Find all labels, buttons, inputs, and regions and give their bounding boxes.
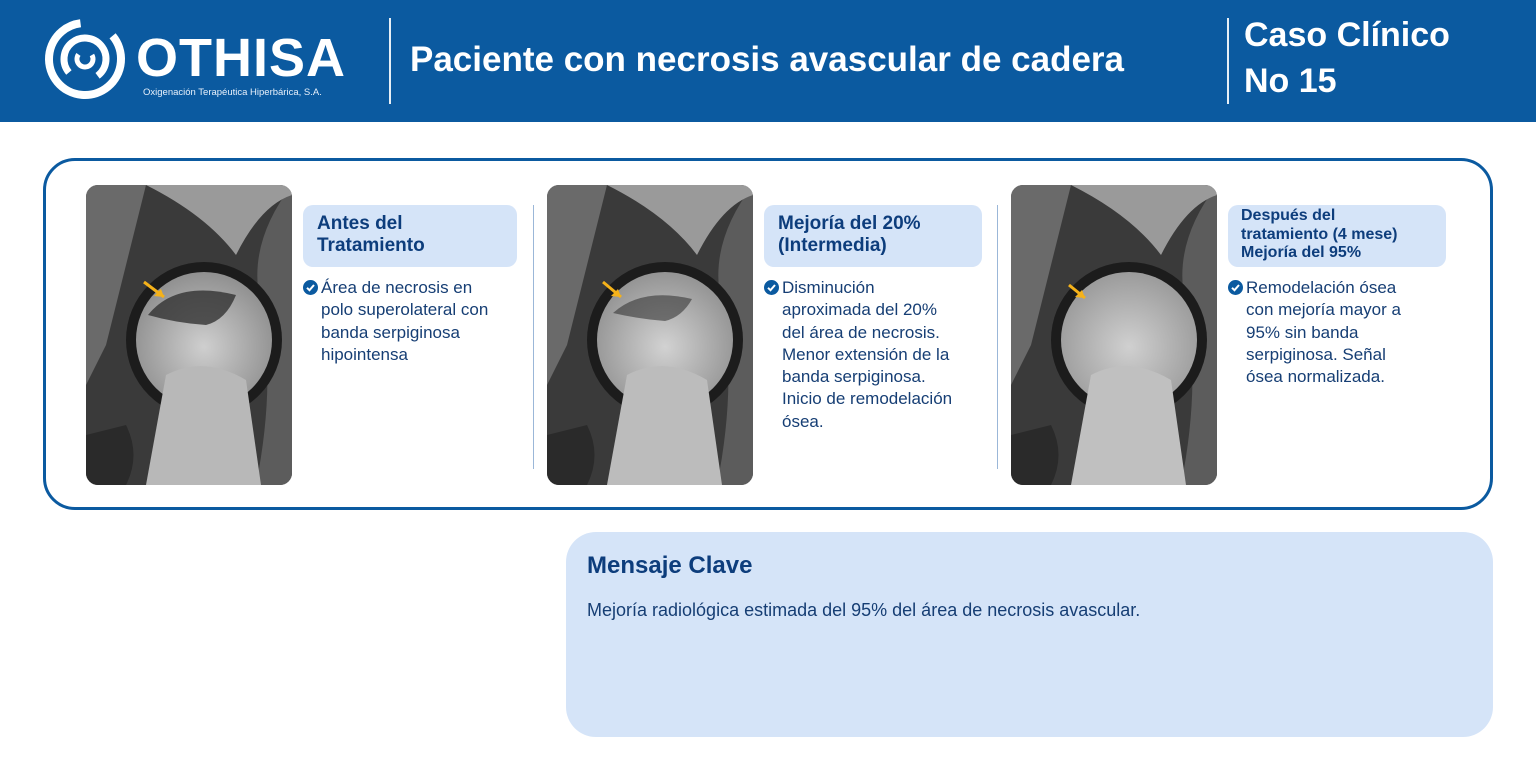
description-line: Disminución — [782, 278, 875, 297]
description-line: hipointensa — [321, 344, 408, 364]
stage-description — [764, 277, 989, 433]
description-line: Inicio de remodelación — [782, 389, 953, 409]
stage-divider — [533, 205, 534, 469]
stage-tag-line: Después del — [1241, 207, 1336, 224]
stage-description — [1228, 277, 1453, 388]
check-circle-icon — [303, 280, 318, 295]
case-label-line: Caso Clínico — [1244, 16, 1450, 54]
stage-tag-line: (Intermedia) — [778, 235, 887, 256]
description-line: con mejoría mayor a — [1246, 300, 1401, 320]
stage-tag — [764, 205, 982, 267]
case-label — [1244, 12, 1450, 104]
check-circle-icon — [1228, 280, 1243, 295]
description-line: Área de necrosis en — [321, 278, 473, 297]
description-line: banda serpiginosa — [321, 322, 460, 342]
stage-intermediate — [547, 185, 987, 485]
description-line: del área de necrosis. — [782, 322, 940, 342]
description-line: ósea normalizada. — [1246, 367, 1385, 387]
stage-tag — [1228, 205, 1446, 267]
stage-before — [86, 185, 526, 485]
description-line: serpiginosa. Señal — [1246, 344, 1386, 364]
mri-hip-after-image — [1011, 185, 1217, 485]
description-line: Remodelación ósea — [1246, 278, 1397, 297]
stage-description — [303, 277, 528, 366]
page-title: Paciente con necrosis avascular de cadera — [410, 40, 1124, 79]
key-message-title: Mensaje Clave — [587, 552, 753, 579]
description-line: polo superolateral con — [321, 300, 489, 320]
header-bar — [0, 0, 1536, 122]
othisa-logo-icon — [44, 18, 126, 100]
stage-tag-line: Mejoría del 95% — [1241, 244, 1362, 261]
brand-subtitle: Oxigenación Terapéutica Hiperbárica, S.A. — [143, 87, 322, 98]
header-divider — [389, 18, 391, 104]
comparison-panel — [43, 158, 1493, 510]
stage-tag-line: Mejoría del 20% — [778, 213, 921, 234]
header-divider — [1227, 18, 1229, 104]
case-number: No 15 — [1244, 62, 1337, 100]
stage-tag-line: Tratamiento — [317, 235, 425, 256]
stage-tag-line: Antes del — [317, 213, 403, 234]
stage-divider — [997, 205, 998, 469]
description-line: 95% sin banda — [1246, 322, 1359, 342]
stage-tag — [303, 205, 517, 267]
description-line: aproximada del 20% — [782, 300, 937, 320]
description-line: Menor extensión de la — [782, 344, 950, 364]
stage-after — [1011, 185, 1451, 485]
description-line: ósea. — [782, 411, 824, 431]
key-message-box — [566, 532, 1493, 737]
othisa-logo — [44, 18, 364, 104]
mri-hip-intermediate-image — [547, 185, 753, 485]
brand-name: OTHISA — [136, 28, 347, 88]
key-message-text: Mejoría radiológica estimada del 95% del área de necrosis avascular. — [587, 600, 1141, 620]
stage-tag-line: tratamiento (4 mese) — [1241, 225, 1398, 243]
mri-hip-before-image — [86, 185, 292, 485]
description-line: banda serpiginosa. — [782, 367, 926, 387]
check-circle-icon — [764, 280, 779, 295]
